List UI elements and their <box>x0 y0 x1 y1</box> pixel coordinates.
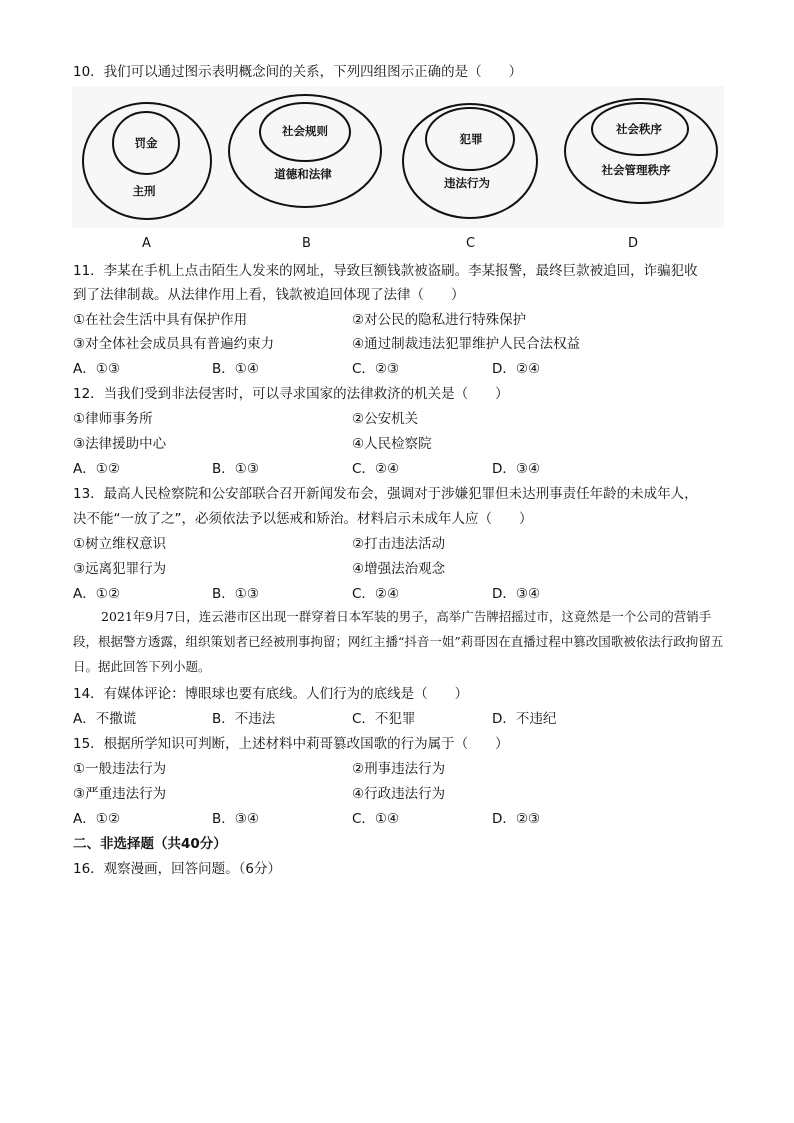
diagram-d-outer <box>565 99 717 203</box>
q11-item-2: ②对公民的隐私进行特殊保护 <box>352 312 527 328</box>
q15-choice-a[interactable]: A．①② <box>73 811 120 827</box>
q12-item-3: ③法律援助中心 <box>73 436 167 452</box>
q14-stem: 14．有媒体评论：博眼球也要有底线。人们行为的底线是（ ） <box>73 686 469 702</box>
diagram-d-inner-label: 社会秩序 <box>616 122 662 136</box>
diagram-d-letter: D <box>628 236 639 251</box>
diagram-a-letter: A <box>142 236 151 251</box>
q11-stem-line1: 11．李某在手机上点击陌生人发来的网址，导致巨额钱款被盗刷。李某报警，最终巨款被追回，诈骗犯收 <box>73 263 698 279</box>
q13-choice-b[interactable]: B．①③ <box>212 586 259 602</box>
q14-choice-b[interactable]: B．不违法 <box>212 711 276 727</box>
q12-choice-c[interactable]: C．②④ <box>352 461 400 477</box>
q11-choice-a[interactable]: A．①③ <box>73 361 120 377</box>
q11-stem-line2: 到了法律制裁。从法律作用上看，钱款被追回体现了法律（ ） <box>73 287 465 303</box>
diagram-c-outer <box>403 104 537 218</box>
q11-item-1: ①在社会生活中具有保护作用 <box>73 312 248 328</box>
q11-choice-c[interactable]: C．②③ <box>352 361 400 377</box>
q13-item-1: ①树立维权意识 <box>73 536 167 552</box>
q11-choice-b[interactable]: B．①④ <box>212 361 259 377</box>
q12-item-2: ②公安机关 <box>352 411 419 427</box>
reading-passage: 2021年9月7日，连云港市区出现一群穿着日本军装的男子，高举广告牌招摇过市，这竟然是一个公司的营销手段，根据警方透露，组织策划者已经被刑事拘留；网红主播“抖音一姐”莉哥因在直播过程中篡改国歌被依法行政拘留五日。据此回答下列小题。 <box>73 609 724 674</box>
q15-item-1: ①一般违法行为 <box>73 761 167 777</box>
q12-choice-d[interactable]: D．③④ <box>492 461 541 477</box>
q12-choice-a[interactable]: A．①② <box>73 461 120 477</box>
q16-stem: 16．观察漫画，回答问题。（6分） <box>73 861 282 877</box>
q12-item-4: ④人民检察院 <box>352 436 432 452</box>
q15-choice-b[interactable]: B．③④ <box>212 811 259 827</box>
q15-item-3: ③严重违法行为 <box>73 786 167 802</box>
q10-stem: 10．我们可以通过图示表明概念间的关系，下列四组图示正确的是（ ） <box>73 64 523 80</box>
diagram-b-outer <box>229 95 381 207</box>
diagram-b-inner-label: 社会规则 <box>282 124 328 138</box>
q12-choice-b[interactable]: B．①③ <box>212 461 259 477</box>
diagram-b-letter: B <box>302 236 311 251</box>
q12-stem: 12．当我们受到非法侵害时，可以寻求国家的法律救济的机关是（ ） <box>73 386 509 402</box>
venn-diagrams <box>72 86 724 228</box>
q14-choice-c[interactable]: C．不犯罪 <box>352 711 416 727</box>
q13-item-4: ④增强法治观念 <box>352 561 446 577</box>
section-heading: 二、非选择题（共40分） <box>73 836 227 852</box>
q15-choice-c[interactable]: C．①④ <box>352 811 400 827</box>
q13-item-2: ②打击违法活动 <box>352 536 446 552</box>
q12-item-1: ①律师事务所 <box>73 411 153 427</box>
diagram-a-outer-label: 主刑 <box>132 184 156 198</box>
q11-item-3: ③对全体社会成员具有普遍约束力 <box>73 336 275 352</box>
q13-stem-line2: 决不能“一放了之”，必须依法予以惩戒和矫治。材料启示未成年人应（ ） <box>73 511 533 527</box>
q14-choice-d[interactable]: D．不违纪 <box>492 711 557 727</box>
q13-choice-d[interactable]: D．③④ <box>492 586 541 602</box>
diagram-a-outer <box>83 103 211 219</box>
q11-item-4: ④通过制裁违法犯罪维护人民合法权益 <box>352 336 581 352</box>
diagram-d-outer-label: 社会管理秩序 <box>601 163 671 177</box>
diagram-c-outer-label: 违法行为 <box>444 176 490 190</box>
q14-choice-a[interactable]: A．不撒谎 <box>73 711 137 727</box>
q13-choice-c[interactable]: C．②④ <box>352 586 400 602</box>
q15-item-4: ④行政违法行为 <box>352 786 446 802</box>
diagram-a-inner-label: 罚金 <box>134 136 158 150</box>
diagram-c-inner-label: 犯罪 <box>459 132 483 146</box>
q13-item-3: ③远离犯罪行为 <box>73 561 167 577</box>
q11-choice-d[interactable]: D．②④ <box>492 361 541 377</box>
q10-diagram-figure <box>72 86 724 228</box>
q15-stem: 15．根据所学知识可判断，上述材料中莉哥篡改国歌的行为属于（ ） <box>73 736 509 752</box>
q13-stem-line1: 13．最高人民检察院和公安部联合召开新闻发布会，强调对于涉嫌犯罪但未达刑事责任年龄的未成年人， <box>73 486 698 502</box>
q13-choice-a[interactable]: A．①② <box>73 586 120 602</box>
q15-choice-d[interactable]: D．②③ <box>492 811 541 827</box>
diagram-c-letter: C <box>466 236 476 251</box>
q15-item-2: ②刑事违法行为 <box>352 761 446 777</box>
diagram-b-outer-label: 道德和法律 <box>274 167 332 181</box>
